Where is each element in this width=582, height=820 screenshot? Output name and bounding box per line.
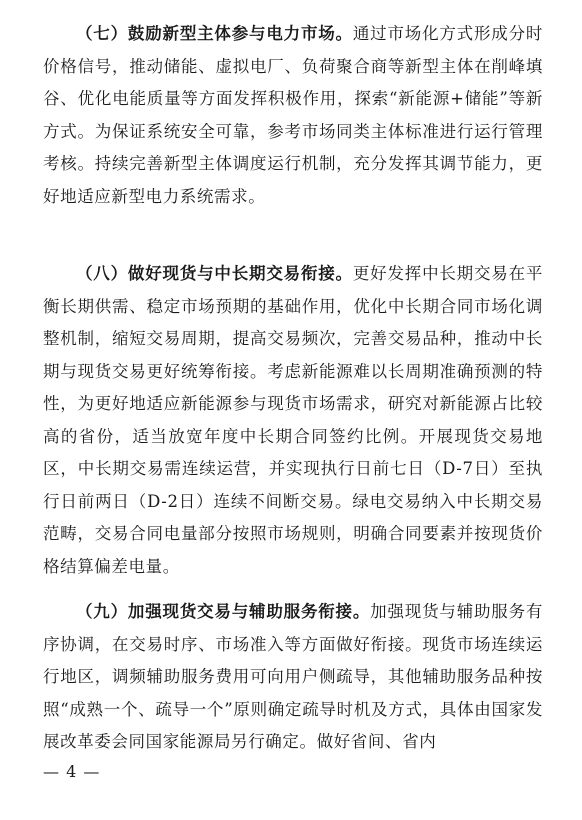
paragraph-section-7 [43,18,543,213]
page-number: — 4 — [43,762,101,781]
section-7-title: （七）鼓励新型主体参与电力市场。 [76,24,353,43]
section-9-title: （九）加强现货交易与辅助服务衔接。 [76,602,371,621]
section-9-body: 加强现货与辅助服务有序协调，在交易时序、市场准入等方面做好衔接。现货市场连续运行地区，调频辅助服务费用可向用户侧疏导，其他辅助服务品种按照“成熟一个、疏导一个”原则确定疏导时机及方式，具体由国家发展改革委会同国家能源局另行确定。做好省间、省内 [43,602,544,751]
paragraph-section-8 [43,258,543,583]
section-8-body: 更好发挥中长期交易在平衡长期供需、稳定市场预期的基础作用，优化中长期合同市场化调整机制，缩短交易周期，提高交易频次，完善交易品种，推动中长期与现货交易更好统筹衔接。考虑新能源难以长周期准确预测的特性，为更好地适应新能源参与现货市场需求，研究对新能源占比较高的省份，适当放宽年度中长期合同签约比例。开展现货交易地区，中长期交易需连续运营，并实现执行日前七日（D-7日）至执行日前两日（D-2日）连续不间断交易。绿电交易纳入中长期交易范畴，交易合同电量部分按照市场规则，明确合同要素并按现货价格结算偏差电量。 [43,264,543,576]
section-8-title: （八）做好现货与中长期交易衔接。 [76,264,353,283]
section-7-body: 通过市场化方式形成分时价格信号，推动储能、虚拟电厂、负荷聚合商等新型主体在削峰填谷、优化电能质量等方面发挥积极作用，探索“新能源+储能”等新方式。为保证系统安全可靠，参考市场同类主体标准进行运行管理考核。持续完善新型主体调度运行机制，充分发挥其调节能力，更好地适应新型电力系统需求。 [43,24,543,206]
paragraph-section-9 [43,596,543,759]
